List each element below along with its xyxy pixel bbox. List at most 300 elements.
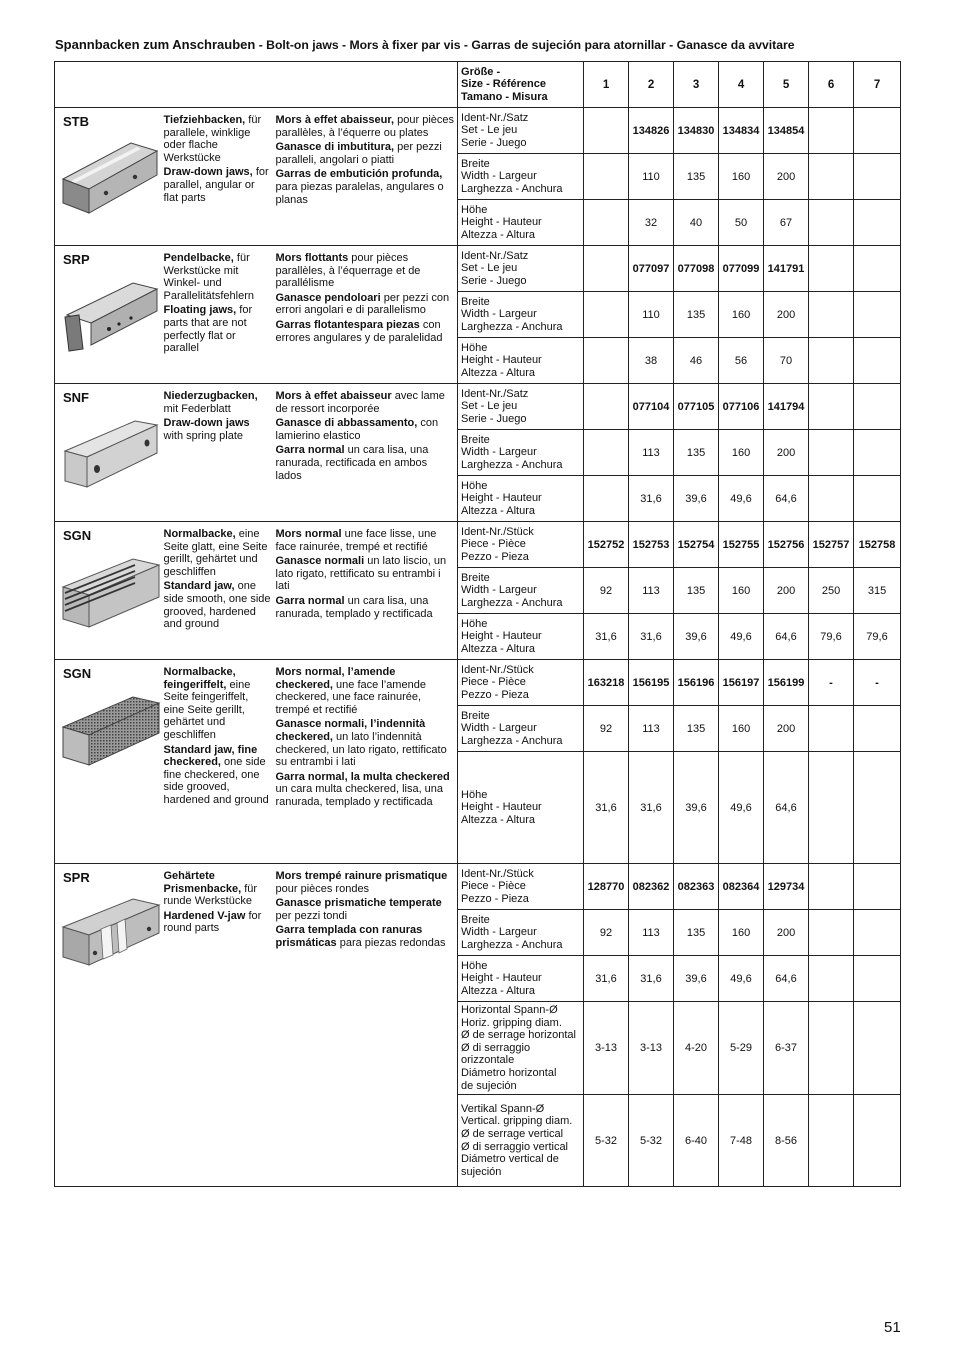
value-cell: 31,6 xyxy=(629,752,674,864)
value-cell: 152756 xyxy=(764,522,809,568)
row-label-line: Larghezza - Anchura xyxy=(461,458,563,471)
size-number: 7 xyxy=(854,62,901,108)
row-label-line: Serie - Juego xyxy=(461,136,527,149)
description-text: pour pièces rondes xyxy=(275,882,370,895)
row-label xyxy=(458,384,584,430)
row-label-line: Höhe xyxy=(461,341,488,354)
description-text: for parts that are not perfectly flat or parallel xyxy=(163,304,253,355)
description-block xyxy=(276,114,456,139)
description-title: Ganasce di abbassamento, xyxy=(275,417,418,430)
value-cell: 163218 xyxy=(584,660,629,706)
description-title: Mors à effet abaisseur, xyxy=(275,114,395,126)
row-label-line: Höhe xyxy=(461,617,488,630)
row-label-line: Set - Le jeu xyxy=(461,400,518,413)
value-cell: 92 xyxy=(584,706,629,752)
product-code: STB xyxy=(63,114,89,129)
product-cell xyxy=(55,108,162,246)
row-label-line: Höhe xyxy=(461,203,488,216)
row-label-line: Width - Largeur xyxy=(461,446,537,459)
value-cell: 200 xyxy=(764,292,809,338)
product-description-fr-it-es xyxy=(274,108,458,246)
row-label-line: Diámetro vertical de xyxy=(461,1153,559,1166)
value-cell xyxy=(854,292,901,338)
value-cell: 3-13 xyxy=(584,1002,629,1095)
value-cell: 5-29 xyxy=(719,1002,764,1095)
row-label-line: Piece - Pièce xyxy=(461,880,526,893)
value-cell: 6-40 xyxy=(674,1095,719,1187)
value-cell: 141791 xyxy=(764,246,809,292)
row-label-line: Piece - Pièce xyxy=(461,676,526,689)
description-text: für parallele, winklige oder flache Werkstücke xyxy=(163,114,262,164)
description-text: un lato liscio, un lato rigato, rettificato su entrambi i lati xyxy=(275,555,447,593)
description-text: para piezas redondas xyxy=(339,936,446,949)
value-cell xyxy=(854,752,901,864)
description-text: one side fine checkered, one side grooved, hardened and ground xyxy=(163,756,269,806)
value-cell: 156196 xyxy=(674,660,719,706)
row-label-line: Pezzo - Pieza xyxy=(461,550,529,563)
value-cell xyxy=(809,108,854,154)
description-title: Ganasce di imbutitura, xyxy=(275,141,395,154)
value-cell xyxy=(854,1002,901,1095)
size-header-row xyxy=(55,62,901,108)
value-cell: 128770 xyxy=(584,864,629,910)
description-block xyxy=(276,444,456,482)
description-title: Garras flotantespara piezas xyxy=(275,318,420,331)
value-cell: 67 xyxy=(764,200,809,246)
row-label-line: Ident-Nr./Stück xyxy=(461,867,534,880)
row-label-line: Altezza - Altura xyxy=(461,984,535,997)
product-description-de-en xyxy=(162,246,274,384)
row-label-line: Höhe xyxy=(461,788,488,801)
value-cell: 134834 xyxy=(719,108,764,154)
value-cell: 134830 xyxy=(674,108,719,154)
description-block xyxy=(164,744,272,807)
row-label-line: Altezza - Altura xyxy=(461,366,535,379)
row-label-line: Breite xyxy=(461,157,490,170)
description-title: Mors à effet abaisseur xyxy=(275,390,392,402)
size-label-line: Size - Référence xyxy=(461,78,546,91)
value-cell: 40 xyxy=(674,200,719,246)
value-cell: 160 xyxy=(719,292,764,338)
value-cell: 152755 xyxy=(719,522,764,568)
value-cell xyxy=(809,956,854,1002)
value-cell: 92 xyxy=(584,910,629,956)
description-title: Tiefziehbacken, xyxy=(163,114,246,126)
page-number: 51 xyxy=(884,1319,901,1336)
value-cell: 31,6 xyxy=(584,956,629,1002)
value-cell: 46 xyxy=(674,338,719,384)
table-row xyxy=(55,660,901,706)
value-cell: 077105 xyxy=(674,384,719,430)
value-cell: 200 xyxy=(764,568,809,614)
product-cell xyxy=(55,522,162,660)
value-cell xyxy=(854,910,901,956)
description-text: per pezzi con errori angolari e di parallelismo xyxy=(275,291,450,317)
description-text: un cara multa checkered, lisa, una ranurada, templado y rectificada xyxy=(275,783,444,808)
row-label-line: Larghezza - Anchura xyxy=(461,938,563,951)
description-text: per pezzi tondi xyxy=(275,909,348,922)
row-label xyxy=(458,522,584,568)
snf-jaw-image xyxy=(61,413,154,496)
value-cell: 160 xyxy=(719,910,764,956)
row-label-line: Height - Hauteur xyxy=(461,801,542,814)
description-text: mit Federblatt xyxy=(163,402,231,415)
value-cell: 141794 xyxy=(764,384,809,430)
description-block xyxy=(164,390,272,415)
value-cell xyxy=(809,476,854,522)
row-label-line: Ident-Nr./Stück xyxy=(461,663,534,676)
size-number: 4 xyxy=(719,62,764,108)
description-title: Floating jaws, xyxy=(163,304,237,317)
size-number: 6 xyxy=(809,62,854,108)
row-label-line: Breite xyxy=(461,295,490,308)
description-title: Draw-down jaws xyxy=(163,417,250,430)
value-cell: 49,6 xyxy=(719,752,764,864)
product-code: SRP xyxy=(63,252,90,267)
row-label xyxy=(458,568,584,614)
row-label-line: Altezza - Altura xyxy=(461,228,535,241)
row-label xyxy=(458,338,584,384)
description-title: Gehärtete Prismenbacke, xyxy=(163,870,242,895)
row-label-line: Height - Hauteur xyxy=(461,630,542,643)
product-cell xyxy=(55,246,162,384)
value-cell xyxy=(854,108,901,154)
product-code: SGN xyxy=(63,666,92,681)
value-cell: 113 xyxy=(629,430,674,476)
row-label xyxy=(458,108,584,154)
row-label xyxy=(458,200,584,246)
description-text: für runde Werkstücke xyxy=(163,882,258,908)
value-cell: 160 xyxy=(719,568,764,614)
product-description-fr-it-es xyxy=(274,864,458,1187)
row-label-line: Altezza - Altura xyxy=(461,504,535,517)
product-code: SPR xyxy=(63,870,90,885)
row-label xyxy=(458,292,584,338)
description-text: un lato l’indennità checkered, un lato rigato, rettificato su entrambi i lati xyxy=(275,730,447,769)
product-description-fr-it-es xyxy=(274,660,458,864)
value-cell: 8-56 xyxy=(764,1095,809,1187)
value-cell: 70 xyxy=(764,338,809,384)
description-title: Mors normal xyxy=(275,528,342,540)
description-text: con errores angulares y de paralelidad xyxy=(275,318,443,344)
row-label-line: Piece - Pièce xyxy=(461,538,526,551)
value-cell xyxy=(854,246,901,292)
table-row xyxy=(55,246,901,292)
row-label-line: Larghezza - Anchura xyxy=(461,596,563,609)
value-cell xyxy=(854,476,901,522)
size-label-line: Tamano - Misura xyxy=(461,90,548,103)
spr-jaw-image xyxy=(61,893,154,976)
row-label-line: Width - Largeur xyxy=(461,308,537,321)
description-title: Normalbacke, feingeriffelt, xyxy=(163,666,236,691)
value-cell: 152753 xyxy=(629,522,674,568)
description-block xyxy=(164,304,272,354)
row-label-line: Height - Hauteur xyxy=(461,354,542,367)
srp-jaw-image xyxy=(61,275,154,358)
value-cell: 3-13 xyxy=(629,1002,674,1095)
description-title: Garras de embutición profunda, xyxy=(275,168,443,181)
row-label xyxy=(458,1002,584,1095)
row-label xyxy=(458,864,584,910)
value-cell: 077104 xyxy=(629,384,674,430)
description-block xyxy=(276,390,456,415)
value-cell: 077098 xyxy=(674,246,719,292)
product-cell xyxy=(55,384,162,522)
table-row xyxy=(55,384,901,430)
description-block xyxy=(164,417,272,442)
value-cell: 39,6 xyxy=(674,956,719,1002)
description-text: pour pièces parallèles, à l’équerrage et de parallélisme xyxy=(275,252,421,290)
row-label-line: Ø di serraggio xyxy=(461,1041,531,1054)
description-block xyxy=(276,771,456,809)
row-label-line: Height - Hauteur xyxy=(461,492,542,505)
value-cell xyxy=(854,384,901,430)
description-title: Mors normal, l’amende checkered, xyxy=(275,666,396,691)
row-label-line: Width - Largeur xyxy=(461,584,537,597)
row-label-line: Serie - Juego xyxy=(461,274,527,287)
value-cell xyxy=(584,154,629,200)
description-block xyxy=(164,910,272,935)
value-cell: 32 xyxy=(629,200,674,246)
value-cell: 31,6 xyxy=(629,614,674,660)
row-label-line: Height - Hauteur xyxy=(461,216,542,229)
description-title: Garra templada con ranuras prismáticas xyxy=(275,924,423,949)
row-label-line: orizzontale xyxy=(461,1054,515,1067)
value-cell: 31,6 xyxy=(629,956,674,1002)
row-label xyxy=(458,956,584,1002)
value-cell: 79,6 xyxy=(854,614,901,660)
description-block xyxy=(276,924,456,949)
stb-jaw-image xyxy=(61,137,154,220)
description-title: Mors flottants xyxy=(275,252,349,264)
row-label-line: Breite xyxy=(461,913,490,926)
description-text: für Werkstücke mit Winkel- und Parallelitätsfehlern xyxy=(163,252,254,302)
description-title: Hardened V-jaw xyxy=(163,909,246,922)
description-block xyxy=(164,580,272,630)
value-cell: 113 xyxy=(629,910,674,956)
description-block xyxy=(164,870,272,908)
value-cell xyxy=(809,752,854,864)
description-text: eine Seite glatt, eine Seite gerillt, gehärtet und geschliffen xyxy=(163,528,268,578)
value-cell: 39,6 xyxy=(674,614,719,660)
heading-translations: - Bolt-on jaws - Mors à fixer par vis - Garras de sujeción para atornillar - Ganasce da avvitare xyxy=(258,38,795,52)
value-cell: 6-37 xyxy=(764,1002,809,1095)
product-cell xyxy=(55,660,162,864)
value-cell: 134854 xyxy=(764,108,809,154)
description-title: Standard jaw, fine checkered, xyxy=(163,743,258,769)
value-cell: 49,6 xyxy=(719,614,764,660)
description-block xyxy=(164,666,272,742)
product-description-de-en xyxy=(162,864,274,1187)
value-cell: 200 xyxy=(764,706,809,752)
value-cell xyxy=(809,1002,854,1095)
value-cell: 64,6 xyxy=(764,476,809,522)
description-block xyxy=(276,870,456,895)
size-number: 5 xyxy=(764,62,809,108)
value-cell: 113 xyxy=(629,568,674,614)
value-cell: 64,6 xyxy=(764,956,809,1002)
row-label xyxy=(458,910,584,956)
description-title: Ganasce prismatiche temperate xyxy=(275,897,442,910)
value-cell xyxy=(809,706,854,752)
value-cell: 315 xyxy=(854,568,901,614)
description-text: per pezzi paralleli, angolari o piatti xyxy=(275,141,442,166)
row-label-line: Set - Le jeu xyxy=(461,124,518,137)
row-label-line: Breite xyxy=(461,571,490,584)
value-cell: 110 xyxy=(629,154,674,200)
description-text: with spring plate xyxy=(163,429,243,442)
description-block xyxy=(164,166,272,204)
value-cell: 38 xyxy=(629,338,674,384)
row-label xyxy=(458,246,584,292)
value-cell: 79,6 xyxy=(809,614,854,660)
description-title: Ganasce pendoloari xyxy=(275,291,381,304)
value-cell: 135 xyxy=(674,910,719,956)
value-cell: 64,6 xyxy=(764,614,809,660)
value-cell: 077106 xyxy=(719,384,764,430)
value-cell: 152757 xyxy=(809,522,854,568)
header-blank xyxy=(55,62,458,108)
row-label-line: Breite xyxy=(461,433,490,446)
row-label-line: Altezza - Altura xyxy=(461,642,535,655)
row-label xyxy=(458,706,584,752)
row-label xyxy=(458,1095,584,1187)
size-label-line: Größe - xyxy=(461,65,501,78)
jaw-spec-table xyxy=(54,61,901,1187)
row-label-line: Set - Le jeu xyxy=(461,262,518,275)
description-block xyxy=(276,319,456,344)
product-cell xyxy=(55,864,162,1187)
row-label-line: Ident-Nr./Stück xyxy=(461,525,534,538)
value-cell: 31,6 xyxy=(584,614,629,660)
row-label-line: Ø de serrage horizontal xyxy=(461,1029,576,1042)
value-cell: 077097 xyxy=(629,246,674,292)
row-label-line: Ident-Nr./Satz xyxy=(461,387,529,400)
value-cell xyxy=(584,292,629,338)
value-cell: 160 xyxy=(719,430,764,476)
description-text: pour pièces parallèles, à l’équerre ou plates xyxy=(275,114,455,139)
value-cell: 082362 xyxy=(629,864,674,910)
row-label xyxy=(458,476,584,522)
description-block xyxy=(164,252,272,302)
row-label-line: Ident-Nr./Satz xyxy=(461,249,529,262)
table-row xyxy=(55,522,901,568)
description-block xyxy=(276,897,456,922)
value-cell: 156199 xyxy=(764,660,809,706)
value-cell: 134826 xyxy=(629,108,674,154)
row-label-line: sujeción xyxy=(461,1165,502,1178)
description-title: Pendelbacke, xyxy=(163,252,234,264)
size-number: 1 xyxy=(584,62,629,108)
row-label-line: Width - Largeur xyxy=(461,722,537,735)
description-text: une face lisse, une face rainurée, trempé et rectifié xyxy=(275,528,437,553)
table-row xyxy=(55,864,901,910)
value-cell: 49,6 xyxy=(719,956,764,1002)
value-cell xyxy=(809,292,854,338)
description-title: Garra normal xyxy=(275,444,345,457)
size-label xyxy=(458,62,584,108)
description-text: for round parts xyxy=(163,909,262,935)
description-block xyxy=(276,252,456,290)
value-cell: 156195 xyxy=(629,660,674,706)
description-text: avec lame de ressort incorporée xyxy=(275,390,445,415)
value-cell xyxy=(809,1095,854,1187)
value-cell: 50 xyxy=(719,200,764,246)
value-cell xyxy=(809,200,854,246)
row-label xyxy=(458,154,584,200)
row-label-line: de sujeción xyxy=(461,1079,517,1092)
value-cell: 5-32 xyxy=(584,1095,629,1187)
value-cell: 135 xyxy=(674,430,719,476)
row-label xyxy=(458,614,584,660)
description-block xyxy=(276,292,456,317)
description-title: Garra normal, la multa checkered xyxy=(275,770,450,783)
value-cell: 92 xyxy=(584,568,629,614)
value-cell xyxy=(584,476,629,522)
value-cell xyxy=(809,430,854,476)
value-cell xyxy=(584,246,629,292)
row-label-line: Larghezza - Anchura xyxy=(461,320,563,333)
description-block xyxy=(276,666,456,716)
description-title: Garra normal xyxy=(275,594,345,607)
value-cell xyxy=(809,384,854,430)
value-cell xyxy=(809,864,854,910)
value-cell xyxy=(854,956,901,1002)
description-block xyxy=(276,595,456,620)
description-title: Ganasce normali, l’indennità checkered, xyxy=(275,718,426,743)
value-cell: - xyxy=(809,660,854,706)
value-cell: 135 xyxy=(674,292,719,338)
value-cell: 56 xyxy=(719,338,764,384)
row-label-line: Höhe xyxy=(461,959,488,972)
value-cell: 152754 xyxy=(674,522,719,568)
value-cell: 110 xyxy=(629,292,674,338)
description-block xyxy=(276,528,456,553)
row-label-line: Larghezza - Anchura xyxy=(461,734,563,747)
description-text: con lamierino elastico xyxy=(275,417,439,442)
value-cell xyxy=(854,338,901,384)
description-block xyxy=(276,141,456,166)
row-label-line: Ø di serraggio vertical xyxy=(461,1140,569,1153)
row-label-line: Pezzo - Pieza xyxy=(461,892,529,905)
description-block xyxy=(276,168,456,206)
row-label-line: Width - Largeur xyxy=(461,926,537,939)
value-cell: 082364 xyxy=(719,864,764,910)
description-title: Ganasce normali xyxy=(275,555,365,568)
description-title: Standard jaw, xyxy=(163,580,235,593)
row-label-line: Larghezza - Anchura xyxy=(461,182,563,195)
row-label-line: Höhe xyxy=(461,479,488,492)
row-label-line: Vertikal Spann-Ø xyxy=(461,1102,545,1115)
value-cell xyxy=(584,384,629,430)
row-label xyxy=(458,430,584,476)
value-cell: 152758 xyxy=(854,522,901,568)
description-text: for parallel, angular or flat parts xyxy=(163,166,269,204)
row-label-line: Diámetro horizontal xyxy=(461,1066,557,1079)
row-label xyxy=(458,660,584,706)
row-label-line: Breite xyxy=(461,709,490,722)
product-description-de-en xyxy=(162,108,274,246)
value-cell xyxy=(809,246,854,292)
product-description-de-en xyxy=(162,384,274,522)
row-label-line: Width - Largeur xyxy=(461,170,537,183)
description-text: un cara lisa, una ranurada, rectificada en ambos lados xyxy=(275,444,429,482)
value-cell xyxy=(809,338,854,384)
size-number: 2 xyxy=(629,62,674,108)
value-cell: 135 xyxy=(674,706,719,752)
value-cell xyxy=(809,154,854,200)
value-cell: 135 xyxy=(674,154,719,200)
